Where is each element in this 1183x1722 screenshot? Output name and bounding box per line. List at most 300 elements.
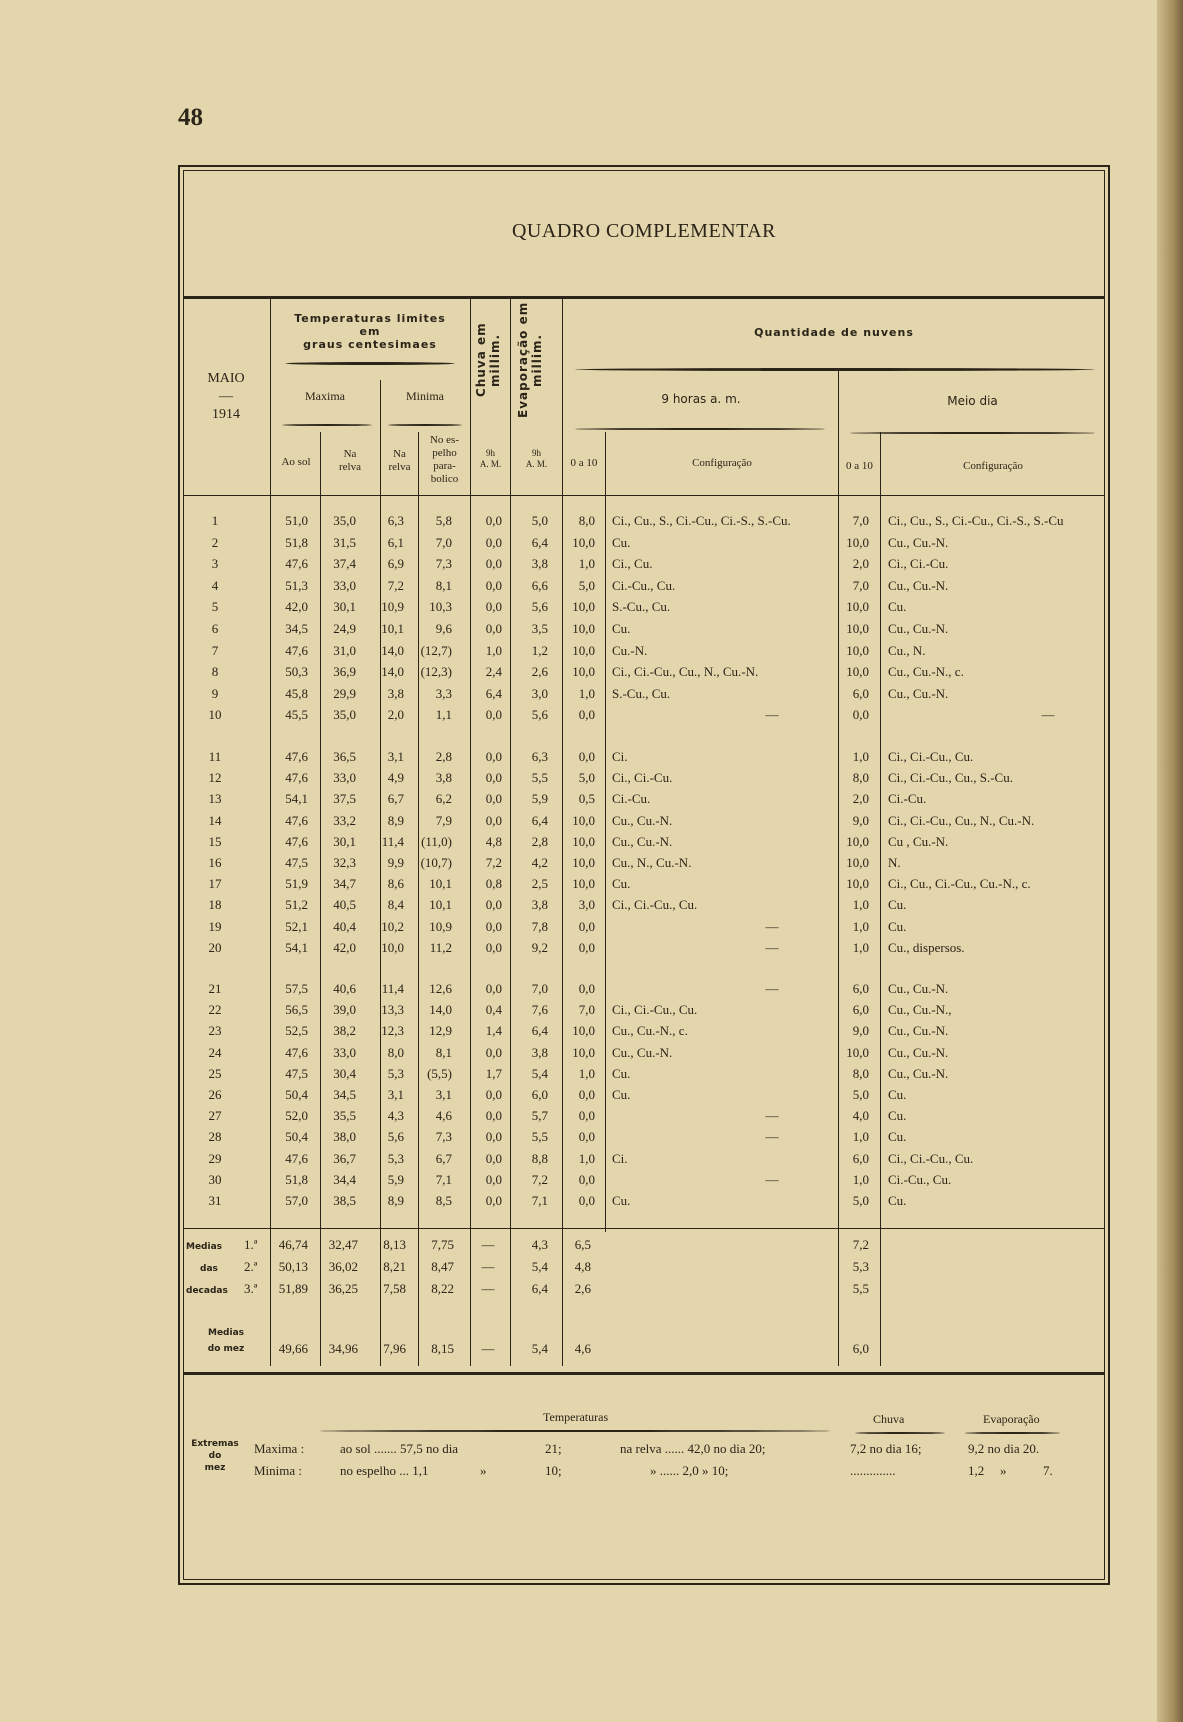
table-cell-min_relva: 11,4 xyxy=(381,981,404,996)
table-cell-cm: Ci.-Cu., Cu. xyxy=(888,1171,952,1187)
average-cell-dec: 3.ª xyxy=(244,1281,258,1296)
table-cell-day: 13 xyxy=(208,791,222,807)
table-cell-chuva: 0,0 xyxy=(485,707,502,723)
table-cell-sol: 47,6 xyxy=(285,642,308,658)
header-espelho: No es- pelho para- bolico xyxy=(429,434,460,485)
month-average-cell-qm: 6,0 xyxy=(852,1341,869,1356)
table-cell-cm: — xyxy=(1041,707,1055,723)
averages-month-label: Medias do mez xyxy=(207,1328,245,1354)
table-cell-sol: 51,0 xyxy=(285,513,308,528)
table-cell-evap: 3,8 xyxy=(531,1044,548,1060)
table-cell-c9: — xyxy=(765,981,779,996)
table-cell-chuva: 7,2 xyxy=(485,855,502,870)
extremes-max-relva: na relva ...... 42,0 no dia 20; xyxy=(620,1441,766,1456)
table-cell-chuva: 0,0 xyxy=(485,1193,502,1208)
header-temperatures: Temperaturas limites em graus centesimaes xyxy=(294,312,446,351)
table-cell-evap: 6,0 xyxy=(531,1087,548,1102)
table-cell-day: 25 xyxy=(208,1065,222,1081)
table-cell-day: 22 xyxy=(208,1002,222,1018)
table-cell-relva: 37,4 xyxy=(333,556,356,572)
table-cell-espelho: 7,3 xyxy=(435,556,452,572)
average-cell-dec: 2.ª xyxy=(244,1259,258,1274)
extremes-header-temperaturas: Temperaturas xyxy=(543,1410,609,1424)
average-cell-evap: 5,4 xyxy=(531,1259,548,1274)
table-cell-evap: 4,2 xyxy=(531,855,548,870)
table-cell-espelho: 10,1 xyxy=(429,897,452,913)
table-cell-chuva: 6,4 xyxy=(485,685,502,701)
table-cell-sol: 51,2 xyxy=(285,897,308,913)
table-cell-relva: 38,5 xyxy=(333,1193,356,1208)
table-cell-sol: 57,0 xyxy=(285,1193,308,1208)
table-cell-chuva: 1,7 xyxy=(485,1065,502,1081)
table-cell-cm: Ci., Cu., Ci.-Cu., Cu.-N., c. xyxy=(888,876,1031,892)
average-cell-sol: 51,89 xyxy=(278,1281,308,1296)
table-cell-min_relva: 5,3 xyxy=(387,1065,404,1081)
table-cell-q9: 10,0 xyxy=(572,812,595,828)
table-cell-qm: 8,0 xyxy=(852,1065,869,1081)
table-cell-c9: — xyxy=(765,1108,779,1124)
table-cell-sol: 50,4 xyxy=(285,1129,308,1145)
table-cell-relva: 40,6 xyxy=(333,981,356,996)
table-cell-sol: 51,3 xyxy=(285,577,308,593)
table-cell-day: 15 xyxy=(208,833,222,849)
table-cell-cm: Cu. xyxy=(888,1129,907,1145)
average-cell-chuva: — xyxy=(481,1281,495,1296)
table-cell-min_relva: 6,1 xyxy=(387,534,404,550)
table-cell-min_relva: 6,3 xyxy=(387,513,404,528)
table-cell-c9: Cu., Cu.-N. xyxy=(612,1044,673,1060)
table-cell-q9: 10,0 xyxy=(572,876,595,892)
extremes-min-espelho: no espelho ... 1,1 xyxy=(340,1463,429,1478)
table-cell-chuva: 0,0 xyxy=(485,1108,502,1124)
table-cell-q9: 10,0 xyxy=(572,642,595,658)
table-cell-evap: 8,8 xyxy=(531,1150,548,1166)
header-maxima: Maxima xyxy=(305,389,345,403)
table-cell-relva: 34,5 xyxy=(333,1087,356,1102)
table-cell-c9: Cu., N., Cu.-N. xyxy=(612,855,692,870)
table-cell-espelho: 10,9 xyxy=(429,918,452,934)
table-cell-sol: 51,9 xyxy=(285,876,308,892)
table-cell-c9: Ci.-Cu. xyxy=(612,791,651,807)
table-cell-qm: 1,0 xyxy=(852,897,869,913)
table-cell-cm: Cu., dispersos. xyxy=(888,939,965,955)
header-max-na-relva: Na relva xyxy=(339,448,361,473)
col-divider-minrelva xyxy=(418,432,419,1366)
table-cell-q9: 0,0 xyxy=(578,918,595,934)
table-cell-q9: 0,0 xyxy=(578,1108,595,1124)
page-number: 48 xyxy=(178,104,203,131)
header-chuva: Chuva em millim. xyxy=(474,322,502,398)
table-cell-c9: Ci., Ci.-Cu., Cu., N., Cu.-N. xyxy=(612,664,759,680)
table-cell-q9: 0,0 xyxy=(578,1129,595,1145)
table-cell-min_relva: 8,4 xyxy=(387,897,404,913)
header-swoosh xyxy=(282,424,372,426)
table-cell-cm: Cu. xyxy=(888,1108,907,1124)
table-cell-day: 16 xyxy=(208,855,222,870)
table-cell-espelho: 14,0 xyxy=(429,1002,452,1018)
table-cell-q9: 1,0 xyxy=(578,1065,595,1081)
table-cell-c9: Ci., Ci.-Cu. xyxy=(612,770,673,786)
table-cell-c9: — xyxy=(765,1129,779,1145)
table-cell-sol: 47,6 xyxy=(285,749,308,764)
table-cell-qm: 9,0 xyxy=(852,1023,869,1039)
table-cell-cm: Cu. xyxy=(888,1193,907,1208)
table-cell-relva: 34,4 xyxy=(333,1171,356,1187)
table-cell-chuva: 0,0 xyxy=(485,812,502,828)
table-cell-evap: 5,5 xyxy=(531,1129,548,1145)
table-cell-min_relva: 14,0 xyxy=(381,642,404,658)
table-cell-chuva: 0,0 xyxy=(485,981,502,996)
table-cell-min_relva: 6,7 xyxy=(387,791,404,807)
header-swoosh xyxy=(575,428,825,430)
table-cell-espelho: (10,7) xyxy=(420,855,452,870)
table-cell-min_relva: 5,9 xyxy=(387,1171,404,1187)
header-swoosh xyxy=(575,368,1095,371)
table-cell-day: 19 xyxy=(208,918,222,934)
table-cell-q9: 5,0 xyxy=(578,770,595,786)
table-cell-espelho: (12,7) xyxy=(420,642,452,658)
col-divider-qm xyxy=(880,432,881,1366)
average-cell-qm: 5,3 xyxy=(852,1259,869,1274)
table-cell-qm: 1,0 xyxy=(852,1171,869,1187)
table-cell-c9: Ci., Ci.-Cu., Cu. xyxy=(612,897,698,913)
table-cell-c9: Cu., Cu.-N. xyxy=(612,812,673,828)
table-cell-day: 30 xyxy=(208,1171,222,1187)
table-cell-min_relva: 13,3 xyxy=(381,1002,404,1018)
table-cell-espelho: 7,9 xyxy=(435,812,452,828)
header-nove-horas: 9 horas a. m. xyxy=(661,392,741,406)
extremes-max-label: Maxima : xyxy=(254,1441,305,1456)
table-cell-qm: 6,0 xyxy=(852,1002,869,1018)
table-cell-day: 17 xyxy=(208,876,222,892)
table-cell-chuva: 1,0 xyxy=(485,642,502,658)
table-cell-q9: 0,0 xyxy=(578,1087,595,1102)
table-cell-chuva: 0,0 xyxy=(485,513,502,528)
table-cell-sol: 52,5 xyxy=(285,1023,308,1039)
table-cell-chuva: 0,0 xyxy=(485,621,502,636)
table-cell-qm: 6,0 xyxy=(852,981,869,996)
table-cell-min_relva: 6,9 xyxy=(387,556,404,572)
month-average-cell-chuva: — xyxy=(481,1341,495,1356)
table-cell-min_relva: 5,6 xyxy=(387,1129,404,1145)
table-cell-q9: 10,0 xyxy=(572,664,595,680)
table-cell-espelho: (11,0) xyxy=(421,833,452,849)
average-cell-chuva: — xyxy=(481,1259,495,1274)
table-cell-q9: 1,0 xyxy=(578,1150,595,1166)
average-cell-evap: 6,4 xyxy=(531,1281,548,1296)
table-cell-c9: Cu. xyxy=(612,1193,631,1208)
header-swoosh xyxy=(285,362,455,365)
table-cell-q9: 0,5 xyxy=(578,791,595,807)
table-cell-cm: Ci., Ci.-Cu., Cu. xyxy=(888,749,974,764)
table-cell-min_relva: 9,9 xyxy=(387,855,404,870)
table-cell-qm: 10,0 xyxy=(846,642,869,658)
table-cell-cm: Ci., Cu., S., Ci.-Cu., Ci.-S., S.-Cu xyxy=(888,513,1064,528)
col-divider-q9 xyxy=(605,432,606,1232)
table-cell-relva: 30,4 xyxy=(333,1065,356,1081)
table-cell-min_relva: 10,1 xyxy=(381,621,404,636)
table-cell-chuva: 0,0 xyxy=(485,749,502,764)
table-cell-c9: Cu., Cu.-N. xyxy=(612,833,673,849)
table-cell-espelho: 8,5 xyxy=(435,1193,452,1208)
table-cell-relva: 33,2 xyxy=(333,812,356,828)
table-cell-chuva: 0,0 xyxy=(485,577,502,593)
extremes-min-espelho-day: 10; xyxy=(545,1463,562,1478)
table-cell-evap: 6,4 xyxy=(531,1023,548,1039)
table-cell-qm: 10,0 xyxy=(846,1044,869,1060)
table-cell-day: 14 xyxy=(208,812,222,828)
table-cell-espelho: 11,2 xyxy=(429,939,452,955)
table-cell-min_relva: 2,0 xyxy=(387,707,404,723)
table-cell-sol: 45,5 xyxy=(285,707,308,723)
table-cell-chuva: 0,4 xyxy=(485,1002,502,1018)
table-cell-evap: 7,8 xyxy=(531,918,548,934)
table-cell-qm: 4,0 xyxy=(852,1108,869,1124)
header-nuvens: Quantidade de nuvens xyxy=(754,326,914,339)
month-average-cell-min_relva: 7,96 xyxy=(383,1341,406,1356)
table-cell-relva: 36,9 xyxy=(333,664,356,680)
table-cell-day: 21 xyxy=(208,981,222,996)
table-cell-evap: 2,5 xyxy=(531,876,548,892)
table-cell-qm: 0,0 xyxy=(852,707,869,723)
table-cell-q9: 10,0 xyxy=(572,621,595,636)
extremes-min-evap-day: 7. xyxy=(1043,1463,1053,1478)
page-title: QUADRO COMPLEMENTAR xyxy=(511,220,777,242)
average-cell-espelho: 8,22 xyxy=(431,1281,454,1296)
table-cell-sol: 57,5 xyxy=(285,981,308,996)
table-cell-qm: 1,0 xyxy=(852,918,869,934)
table-cell-relva: 40,4 xyxy=(333,918,356,934)
table-cell-q9: 1,0 xyxy=(578,556,595,572)
table-cell-relva: 35,0 xyxy=(333,513,356,528)
extremes-min-quote: » xyxy=(480,1463,487,1478)
header-config-md: Configuração xyxy=(963,460,1023,472)
table-cell-cm: Ci., Ci.-Cu. xyxy=(888,556,949,572)
table-cell-chuva: 0,8 xyxy=(485,876,502,892)
table-cell-day: 11 xyxy=(208,749,222,764)
table-cell-espelho: 12,6 xyxy=(429,981,452,996)
table-cell-relva: 33,0 xyxy=(333,577,356,593)
table-cell-chuva: 0,0 xyxy=(485,1150,502,1166)
table-cell-cm: N. xyxy=(888,855,901,870)
table-cell-evap: 3,0 xyxy=(531,685,548,701)
table-cell-chuva: 0,0 xyxy=(485,1044,502,1060)
table-cell-evap: 7,0 xyxy=(531,981,548,996)
table-cell-sol: 47,6 xyxy=(285,1044,308,1060)
table-cell-day: 20 xyxy=(208,939,222,955)
table-cell-espelho: 8,1 xyxy=(435,1044,452,1060)
table-cell-sol: 52,1 xyxy=(285,918,308,934)
table-cell-evap: 5,4 xyxy=(531,1065,548,1081)
table-cell-cm: Ci., Ci.-Cu., Cu. xyxy=(888,1150,974,1166)
table-cell-min_relva: 8,6 xyxy=(387,876,404,892)
table-cell-c9: Ci. xyxy=(612,1150,628,1166)
table-cell-min_relva: 3,8 xyxy=(387,685,404,701)
table-cell-qm: 10,0 xyxy=(846,534,869,550)
table-cell-espelho: 1,1 xyxy=(435,707,452,723)
table-cell-cm: Cu., Cu.-N. xyxy=(888,1065,949,1081)
table-cell-qm: 7,0 xyxy=(852,513,869,528)
table-cell-espelho: 7,3 xyxy=(435,1129,452,1145)
header-scale-9h: 0 a 10 xyxy=(570,457,598,469)
table-cell-relva: 35,0 xyxy=(333,707,356,723)
table-cell-day: 3 xyxy=(211,556,219,572)
average-cell-relva: 32,47 xyxy=(328,1237,358,1252)
table-cell-espelho: 4,6 xyxy=(435,1108,452,1124)
table-cell-day: 2 xyxy=(211,534,219,550)
table-cell-espelho: 7,1 xyxy=(435,1171,452,1187)
table-cell-min_relva: 8,9 xyxy=(387,1193,404,1208)
table-cell-relva: 30,1 xyxy=(333,833,356,849)
table-cell-cm: Cu., Cu.-N. xyxy=(888,1023,949,1039)
header-ao-sol: Ao sol xyxy=(281,456,311,468)
extremes-header-evaporacao: Evaporação xyxy=(983,1412,1040,1426)
table-cell-c9: Cu.-N. xyxy=(612,642,648,658)
table-cell-c9: Ci., Cu. xyxy=(612,556,653,572)
table-cell-chuva: 2,4 xyxy=(485,664,502,680)
average-cell-espelho: 8,47 xyxy=(431,1259,454,1274)
table-cell-min_relva: 12,3 xyxy=(381,1023,404,1039)
table-cell-q9: 1,0 xyxy=(578,685,595,701)
table-cell-cm: Cu. xyxy=(888,918,907,934)
table-cell-c9: Cu. xyxy=(612,534,631,550)
average-cell-q9: 2,6 xyxy=(574,1281,591,1296)
average-cell-evap: 4,3 xyxy=(531,1237,548,1252)
extremes-min-chuva: .............. xyxy=(850,1463,896,1478)
table-cell-q9: 0,0 xyxy=(578,939,595,955)
table-cell-evap: 5,6 xyxy=(531,599,548,615)
extremes-max-sol: ao sol ....... 57,5 no dia xyxy=(340,1441,459,1456)
table-cell-qm: 8,0 xyxy=(852,770,869,786)
table-cell-sol: 54,1 xyxy=(285,939,308,955)
table-cell-sol: 50,4 xyxy=(285,1087,308,1102)
header-top-rule xyxy=(183,296,1105,299)
table-cell-evap: 1,2 xyxy=(531,642,548,658)
table-cell-sol: 47,5 xyxy=(285,855,308,870)
header-bottom-rule xyxy=(183,495,1105,496)
average-cell-dec: 1.ª xyxy=(244,1237,258,1252)
table-cell-q9: 10,0 xyxy=(572,534,595,550)
table-cell-c9: Ci.-Cu., Cu. xyxy=(612,577,676,593)
table-cell-min_relva: 4,3 xyxy=(387,1108,404,1124)
table-cell-min_relva: 14,0 xyxy=(381,664,404,680)
table-cell-min_relva: 7,2 xyxy=(387,577,404,593)
table-cell-relva: 42,0 xyxy=(333,939,356,955)
table-cell-evap: 6,4 xyxy=(531,812,548,828)
table-cell-q9: 0,0 xyxy=(578,707,595,723)
table-cell-espelho: 8,1 xyxy=(435,577,452,593)
table-cell-day: 5 xyxy=(211,599,219,615)
header-month-year: MAIO — 1914 xyxy=(207,371,245,422)
table-cell-sol: 42,0 xyxy=(285,599,308,615)
table-cell-evap: 2,8 xyxy=(531,833,548,849)
table-cell-chuva: 0,0 xyxy=(485,599,502,615)
average-cell-qm: 5,5 xyxy=(852,1281,869,1296)
table-cell-chuva: 0,0 xyxy=(485,1129,502,1145)
table-cell-cm: Ci., Ci.-Cu., Cu., N., Cu.-N. xyxy=(888,812,1035,828)
table-cell-c9: Ci., Cu., S., Ci.-Cu., Ci.-S., S.-Cu. xyxy=(612,513,791,528)
table-cell-sol: 47,6 xyxy=(285,812,308,828)
table-cell-cm: Cu., Cu.-N. xyxy=(888,577,949,593)
table-cell-evap: 7,6 xyxy=(531,1002,548,1018)
table-cell-sol: 47,5 xyxy=(285,1065,308,1081)
table-cell-min_relva: 4,9 xyxy=(387,770,404,786)
table-cell-qm: 10,0 xyxy=(846,855,869,870)
table-cell-c9: Cu. xyxy=(612,876,631,892)
table-cell-sol: 54,1 xyxy=(285,791,308,807)
table-cell-q9: 7,0 xyxy=(578,1002,595,1018)
table-cell-chuva: 0,0 xyxy=(485,791,502,807)
table-cell-sol: 47,6 xyxy=(285,556,308,572)
average-cell-q9: 6,5 xyxy=(574,1237,591,1252)
average-cell-espelho: 7,75 xyxy=(431,1237,454,1252)
table-cell-q9: 0,0 xyxy=(578,981,595,996)
table-cell-qm: 2,0 xyxy=(852,791,869,807)
table-cell-evap: 6,3 xyxy=(531,749,548,764)
table-cell-espelho: 3,1 xyxy=(435,1087,452,1102)
table-cell-day: 1 xyxy=(211,513,219,528)
table-cell-sol: 56,5 xyxy=(285,1002,308,1018)
header-evaporacao: Evaporação em millim. xyxy=(516,301,544,419)
table-cell-cm: Ci.-Cu. xyxy=(888,791,927,807)
table-cell-day: 9 xyxy=(211,685,219,701)
table-cell-espelho: 7,0 xyxy=(435,534,452,550)
table-cell-q9: 10,0 xyxy=(572,1023,595,1039)
average-cell-relva: 36,25 xyxy=(328,1281,358,1296)
average-cell-min_relva: 8,21 xyxy=(383,1259,406,1274)
table-cell-min_relva: 5,3 xyxy=(387,1150,404,1166)
extremes-min-label: Minima : xyxy=(254,1463,303,1478)
table-cell-qm: 9,0 xyxy=(852,812,869,828)
table-cell-q9: 10,0 xyxy=(572,599,595,615)
table-cell-q9: 3,0 xyxy=(578,897,595,913)
table-cell-espelho: 3,3 xyxy=(435,685,452,701)
header-minima: Minima xyxy=(406,389,444,403)
table-cell-chuva: 0,0 xyxy=(485,897,502,913)
header-scale-md: 0 a 10 xyxy=(846,460,873,472)
table-cell-qm: 5,0 xyxy=(852,1087,869,1102)
table-cell-espelho: 9,6 xyxy=(435,621,452,636)
table-cell-evap: 9,2 xyxy=(531,939,548,955)
table-cell-relva: 39,0 xyxy=(333,1002,356,1018)
table-cell-sol: 52,0 xyxy=(285,1108,308,1124)
table-cell-espelho: 12,9 xyxy=(429,1023,452,1039)
table-cell-qm: 10,0 xyxy=(846,664,869,680)
average-cell-relva: 36,02 xyxy=(328,1259,358,1274)
average-cell-min_relva: 7,58 xyxy=(383,1281,406,1296)
table-cell-espelho: 10,1 xyxy=(429,876,452,892)
average-cell-qm: 7,2 xyxy=(852,1237,869,1252)
table-cell-day: 18 xyxy=(208,897,222,913)
table-cell-relva: 33,0 xyxy=(333,770,356,786)
table-cell-espelho: 10,3 xyxy=(429,599,452,615)
table-cell-relva: 29,9 xyxy=(333,685,356,701)
table-cell-cm: Cu., Cu.-N. xyxy=(888,534,949,550)
table-cell-chuva: 4,8 xyxy=(485,833,502,849)
table-cell-min_relva: 8,9 xyxy=(387,812,404,828)
table-cell-sol: 47,6 xyxy=(285,1150,308,1166)
table-cell-espelho: (5,5) xyxy=(427,1065,452,1081)
table-cell-min_relva: 8,0 xyxy=(387,1044,404,1060)
table-cell-chuva: 0,0 xyxy=(485,556,502,572)
table-cell-c9: Cu. xyxy=(612,1087,631,1102)
table-cell-day: 23 xyxy=(208,1023,222,1039)
table-cell-cm: Cu., Cu.-N. xyxy=(888,981,949,996)
table-cell-min_relva: 3,1 xyxy=(387,1087,404,1102)
table-cell-q9: 10,0 xyxy=(572,1044,595,1060)
page-edge xyxy=(1157,0,1183,1722)
table-cell-evap: 5,5 xyxy=(531,770,548,786)
